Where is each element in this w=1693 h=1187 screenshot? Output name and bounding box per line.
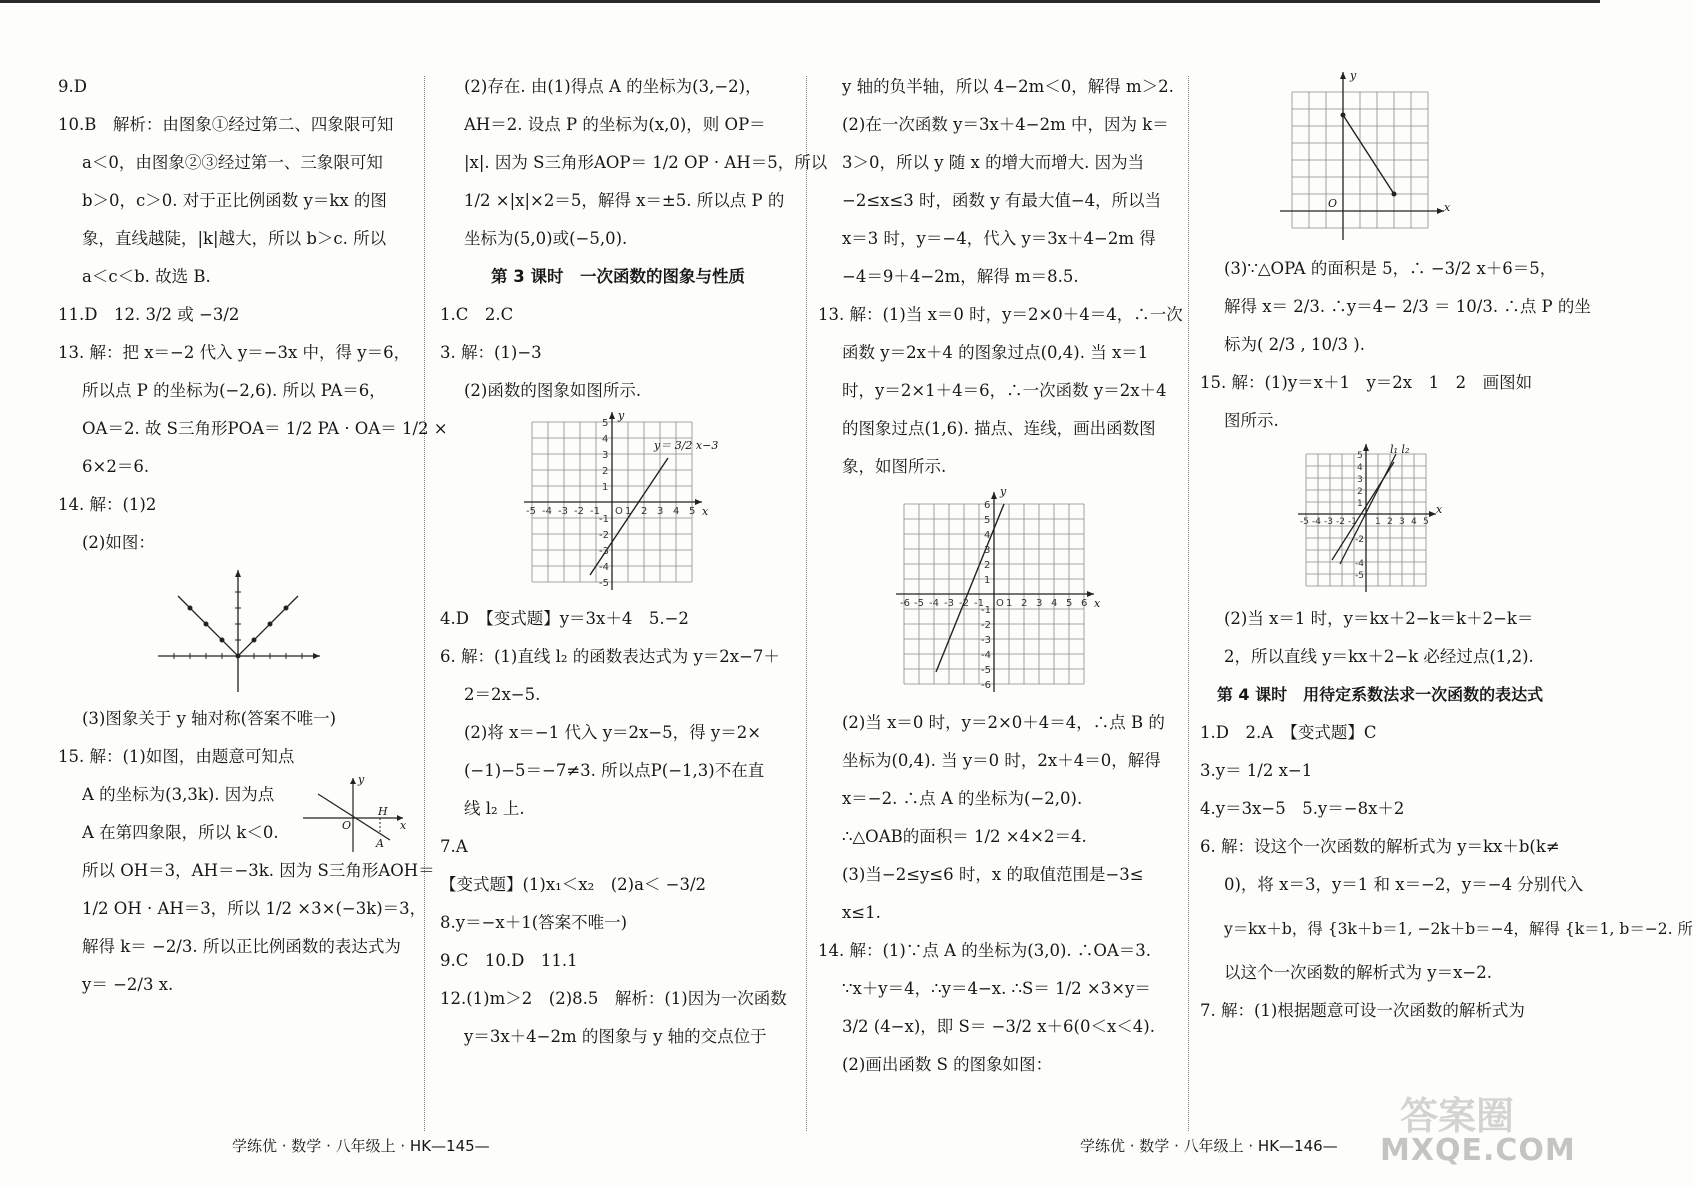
answer-line: x＝3 时，y＝−4，代入 y＝3x＋4−2m 得 xyxy=(842,229,1156,248)
answer-line: 2＝2x−5. xyxy=(464,685,541,704)
answer-line: 6×2＝6. xyxy=(82,457,150,476)
answer-line: 象，直线越陡，|k|越大，所以 b＞c. 所以 xyxy=(82,229,387,248)
svg-text:2: 2 xyxy=(641,506,648,517)
answer-line: ∵x＋y＝4，∴y＝4−x. ∴S＝ 1/2 ×3×y＝ xyxy=(842,979,1151,998)
svg-text:-2: -2 xyxy=(1336,517,1345,527)
two-lines-graph xyxy=(1200,440,1560,600)
answer-line: (2)如图： xyxy=(82,533,155,552)
answer-line: 4.D 【变式题】y＝3x＋4 5.−2 xyxy=(440,609,689,628)
answer-line: 13. 解：把 x＝−2 代入 y＝−3x 中，得 y＝6， xyxy=(58,343,411,362)
answer-line: 15. 解：(1)如图，由题意可知点 xyxy=(58,747,295,766)
answer-line: 12.(1)m＞2 (2)8.5 解析：(1)因为一次函数 xyxy=(440,989,787,1008)
svg-text:3: 3 xyxy=(1357,475,1363,485)
column-divider xyxy=(1188,76,1189,1131)
origin-label: O xyxy=(1328,197,1338,210)
proportional-function-graph xyxy=(298,774,408,854)
answer-line: 所以 OH＝3，AH＝−3k. 因为 S三角形AOH＝ xyxy=(82,861,435,880)
answer-line: 标为( 2/3 , 10/3 ). xyxy=(1224,335,1365,354)
svg-text:3: 3 xyxy=(602,450,609,461)
svg-text:2: 2 xyxy=(984,560,991,571)
answer-line: 时，y＝2×1＋4＝6，∴一次函数 y＝2x＋4 xyxy=(842,381,1167,400)
answer-line: 1/2 ×|x|×2＝5，解得 x＝±5. 所以点 P 的 xyxy=(464,191,785,210)
svg-text:-6: -6 xyxy=(900,598,910,609)
answer-line: (3)图象关于 y 轴对称(答案不唯一) xyxy=(82,709,337,728)
origin-label: O xyxy=(342,819,352,832)
svg-text:-3: -3 xyxy=(599,546,609,557)
svg-text:-1: -1 xyxy=(1348,517,1357,527)
svg-text:5: 5 xyxy=(984,515,991,526)
answer-line: 11.D 12. 3/2 或 −3/2 xyxy=(58,305,240,324)
svg-text:-1: -1 xyxy=(974,598,984,609)
answer-line: 函数 y＝2x＋4 的图象过点(0,4). 当 x＝1 xyxy=(842,343,1149,362)
axis-label-x: x xyxy=(1094,597,1101,610)
linear-function-graph xyxy=(818,486,1180,704)
answer-line: 6. 解：(1)直线 l₂ 的函数表达式为 y＝2x−7＋ xyxy=(440,647,780,666)
answer-line: (3)∵△OPA 的面积是 5，∴ −3/2 x＋6＝5， xyxy=(1224,259,1557,278)
answer-line: 3.y＝ 1/2 x−1 xyxy=(1200,761,1313,780)
answer-line: a＜c＜b. 故选 B. xyxy=(82,267,211,286)
svg-text:4: 4 xyxy=(1051,598,1058,609)
svg-text:-4: -4 xyxy=(981,650,991,661)
section-heading: 第 3 课时 一次函数的图象与性质 xyxy=(491,267,745,286)
answer-line: y＝3x＋4−2m 的图象与 y 轴的交点位于 xyxy=(464,1027,767,1046)
answer-line: (3)当−2≤y≤6 时，x 的取值范围是−3≤ xyxy=(842,865,1144,884)
svg-text:-4: -4 xyxy=(929,598,939,609)
answer-line: 7.A xyxy=(440,837,468,856)
svg-text:1: 1 xyxy=(1375,517,1381,527)
answer-line: 以这个一次函数的解析式为 y＝x−2. xyxy=(1224,963,1492,982)
answer-line: 3/2 (4−x)，即 S＝ −3/2 x＋6(0＜x＜4). xyxy=(842,1017,1155,1036)
answer-line: (2)函数的图象如图所示. xyxy=(464,381,642,400)
answer-line: 14. 解：(1)∵点 A 的坐标为(3,0). ∴OA＝3. xyxy=(818,941,1152,960)
svg-text:3: 3 xyxy=(1399,517,1405,527)
answer-line: y 轴的负半轴，所以 4−2m＜0，解得 m＞2. xyxy=(842,77,1174,96)
answer-column-4 xyxy=(1200,68,1693,1030)
answer-column-2 xyxy=(440,68,828,1056)
answer-line: 图所示. xyxy=(1224,411,1279,430)
answer-line: 坐标为(5,0)或(−5,0). xyxy=(464,229,628,248)
svg-text:-5: -5 xyxy=(1300,517,1309,527)
answer-line: 4.y＝3x−5 5.y＝−8x＋2 xyxy=(1200,799,1405,818)
answer-line: 象，如图所示. xyxy=(842,457,947,476)
svg-text:-5: -5 xyxy=(981,665,991,676)
svg-text:-4: -4 xyxy=(1312,517,1321,527)
answer-line: 2，所以直线 y＝kx＋2−k 必经过点(1,2). xyxy=(1224,647,1534,666)
answer-line: 8.y＝−x＋1(答案不唯一) xyxy=(440,913,628,932)
svg-text:-2: -2 xyxy=(959,598,969,609)
answer-line: 坐标为(0,4). 当 y＝0 时，2x＋4＝0，解得 xyxy=(842,751,1161,770)
svg-text:1: 1 xyxy=(625,506,632,517)
answer-line: 1.D 2.A 【变式题】C xyxy=(1200,723,1377,742)
axis-label-x: x xyxy=(702,505,709,518)
answer-line: A 的坐标为(3,3k). 因为点 xyxy=(82,785,275,804)
answer-line: b＞0，c＞0. 对于正比例函数 y＝kx 的图 xyxy=(82,191,387,210)
answer-line: AH＝2. 设点 P 的坐标为(x,0)，则 OP＝ xyxy=(464,115,766,134)
svg-text:-3: -3 xyxy=(1324,517,1333,527)
answer-line: 3. 解：(1)−3 xyxy=(440,343,542,362)
answer-line: A 在第四象限，所以 k＜0. xyxy=(82,823,279,842)
svg-text:O: O xyxy=(615,506,623,517)
svg-text:1: 1 xyxy=(1006,598,1013,609)
line-labels: l₁ l₂ xyxy=(1390,443,1410,456)
answer-line: (2)当 x＝0 时，y＝2×0＋4＝4，∴点 B 的 xyxy=(842,713,1165,732)
answer-line: −2≤x≤3 时，函数 y 有最大值−4，所以当 xyxy=(842,191,1162,210)
axis-label-x: x xyxy=(400,819,407,832)
answer-line: 所以点 P 的坐标为(−2,6). 所以 PA＝6， xyxy=(82,381,386,400)
svg-text:6: 6 xyxy=(1081,598,1088,609)
answer-line: 9.C 10.D 11.1 xyxy=(440,951,578,970)
svg-text:O: O xyxy=(996,598,1004,609)
answer-line: 【变式题】(1)x₁＜x₂ (2)a＜ −3/2 xyxy=(440,875,707,894)
svg-text:2: 2 xyxy=(1021,598,1028,609)
svg-text:4: 4 xyxy=(984,530,991,541)
answer-line: 1/2 OH · AH＝3，所以 1/2 ×3×(−3k)＝3， xyxy=(82,899,427,918)
svg-text:-1: -1 xyxy=(599,514,609,525)
answer-line: x＝−2. ∴点 A 的坐标为(−2,0). xyxy=(842,789,1083,808)
answer-line: 9.D xyxy=(58,77,87,96)
svg-text:-5: -5 xyxy=(1355,571,1364,581)
svg-text:-4: -4 xyxy=(599,562,609,573)
answer-column-1 xyxy=(58,68,448,1004)
answer-line: y＝ −2/3 x. xyxy=(82,975,174,994)
answer-line: a＜0，由图象②③经过第一、三象限可知 xyxy=(82,153,383,172)
page-footer-left: 学练优 · 数学 · 八年级上 · HK—145— xyxy=(232,1137,490,1155)
watermark-text: MXQE.COM xyxy=(1380,1133,1576,1168)
svg-text:1: 1 xyxy=(984,575,991,586)
svg-text:4: 4 xyxy=(1357,463,1363,473)
svg-text:1: 1 xyxy=(602,482,609,493)
answer-line: |x|. 因为 S三角形AOP＝ 1/2 OP · AH＝5，所以 xyxy=(464,153,828,172)
svg-text:-2: -2 xyxy=(599,530,609,541)
column-divider xyxy=(424,76,425,1131)
svg-text:4: 4 xyxy=(673,506,680,517)
svg-text:-4: -4 xyxy=(542,506,552,517)
answer-line: (2)在一次函数 y＝3x＋4−2m 中，因为 k＝ xyxy=(842,115,1169,134)
answer-line: (2)将 x＝−1 代入 y＝2x−5，得 y＝2× xyxy=(464,723,762,742)
answer-line: 10.B 解析：由图象①经过第二、四象限可知 xyxy=(58,115,394,134)
top-border xyxy=(0,0,1600,3)
svg-text:-5: -5 xyxy=(914,598,924,609)
svg-text:2: 2 xyxy=(1357,487,1363,497)
answer-line: 线 l₂ 上. xyxy=(464,799,525,818)
point-label-a: A xyxy=(376,837,384,850)
answer-line: 解得 k＝ −2/3. 所以正比例函数的表达式为 xyxy=(82,937,401,956)
svg-text:-6: -6 xyxy=(981,680,991,691)
axis-label-y: y xyxy=(1000,485,1007,498)
svg-text:-2: -2 xyxy=(981,620,991,631)
svg-text:4: 4 xyxy=(602,434,609,445)
answer-line: 14. 解：(1)2 xyxy=(58,495,157,514)
svg-text:5: 5 xyxy=(602,418,609,429)
answer-column-3 xyxy=(818,68,1183,1084)
axis-label-y: y xyxy=(618,409,625,422)
answer-line: 3＞0，所以 y 随 x 的增大而增大. 因为当 xyxy=(842,153,1145,172)
watermark-logo xyxy=(1360,1085,1585,1180)
section-heading: 第 4 课时 用待定系数法求一次函数的表达式 xyxy=(1216,685,1544,704)
answer-line: −4＝9＋4−2m，解得 m＝8.5. xyxy=(842,267,1079,286)
svg-text:3: 3 xyxy=(657,506,664,517)
svg-text:5: 5 xyxy=(1357,451,1363,461)
svg-text:-3: -3 xyxy=(558,506,568,517)
svg-text:-3: -3 xyxy=(944,598,954,609)
answer-line: 的图象过点(1,6). 描点、连线，画出函数图 xyxy=(842,419,1156,438)
answer-line: OA＝2. 故 S三角形POA＝ 1/2 PA · OA＝ 1/2 × xyxy=(82,419,448,438)
answer-line: 13. 解：(1)当 x＝0 时，y＝2×0＋4＝4，∴一次 xyxy=(818,305,1183,324)
svg-text:3: 3 xyxy=(984,545,991,556)
answer-line: (2)存在. 由(1)得点 A 的坐标为(3,−2)， xyxy=(464,77,762,96)
svg-text:3: 3 xyxy=(1036,598,1043,609)
svg-text:4: 4 xyxy=(1411,517,1417,527)
axis-label-y: y xyxy=(358,773,365,786)
svg-text:-5: -5 xyxy=(526,506,536,517)
answer-line: ∴△OAB的面积＝ 1/2 ×4×2＝4. xyxy=(842,827,1087,846)
svg-text:5: 5 xyxy=(689,506,696,517)
svg-text:2: 2 xyxy=(1387,517,1393,527)
answer-line: (−1)−5＝−7≠3. 所以点P(−1,3)不在直 xyxy=(464,761,765,780)
function-label: y＝ 3/2 x−3 xyxy=(654,439,719,452)
linear-function-graph xyxy=(440,410,796,600)
answer-line: 6. 解：设这个一次函数的解析式为 y＝kx＋b(k≠ xyxy=(1200,837,1560,856)
column-divider xyxy=(806,76,807,1131)
answer-line: (2)画出函数 S 的图象如图： xyxy=(842,1055,1053,1074)
answer-line: 15. 解：(1)y＝x＋1 y＝2x 1 2 画图如 xyxy=(1200,373,1533,392)
svg-text:-1: -1 xyxy=(981,605,991,616)
answer-line: 0)，将 x＝3，y＝1 和 x＝−2，y＝−4 分别代入 xyxy=(1224,875,1584,894)
svg-text:-1: -1 xyxy=(590,506,600,517)
svg-text:6: 6 xyxy=(984,500,991,511)
svg-text:5: 5 xyxy=(1423,517,1429,527)
svg-text:-2: -2 xyxy=(574,506,584,517)
answer-line: 解得 x＝ 2/3. ∴y＝4− 2/3 ＝ 10/3. ∴点 P 的坐 xyxy=(1224,297,1591,316)
answer-line: 1.C 2.C xyxy=(440,305,514,324)
area-function-graph xyxy=(1200,68,1560,250)
svg-text:1: 1 xyxy=(1357,499,1363,509)
answer-line: y＝kx＋b，得 {3k＋b＝1, −2k＋b＝−4，解得 {k＝1, b＝−2. 所 xyxy=(1224,920,1693,938)
watermark-text-cn: 答案圈 xyxy=(1400,1094,1515,1138)
axis-label-x: x xyxy=(1444,201,1451,214)
svg-text:-5: -5 xyxy=(599,578,609,589)
axis-label-x: x xyxy=(1436,503,1443,516)
svg-text:5: 5 xyxy=(1066,598,1073,609)
svg-text:2: 2 xyxy=(602,466,609,477)
abs-value-graph xyxy=(58,562,416,700)
answer-line: 7. 解：(1)根据题意可设一次函数的解析式为 xyxy=(1200,1001,1525,1020)
point-label-h: H xyxy=(378,805,388,818)
page-footer-right: 学练优 · 数学 · 八年级上 · HK—146— xyxy=(1080,1137,1338,1155)
answer-line: (2)当 x＝1 时，y＝kx＋2−k＝k＋2−k＝ xyxy=(1224,609,1534,628)
svg-text:-3: -3 xyxy=(981,635,991,646)
axis-label-y: y xyxy=(1350,69,1357,82)
answer-line: x≤1. xyxy=(842,903,881,922)
svg-text:-2: -2 xyxy=(1355,535,1364,545)
svg-text:-4: -4 xyxy=(1355,559,1364,569)
